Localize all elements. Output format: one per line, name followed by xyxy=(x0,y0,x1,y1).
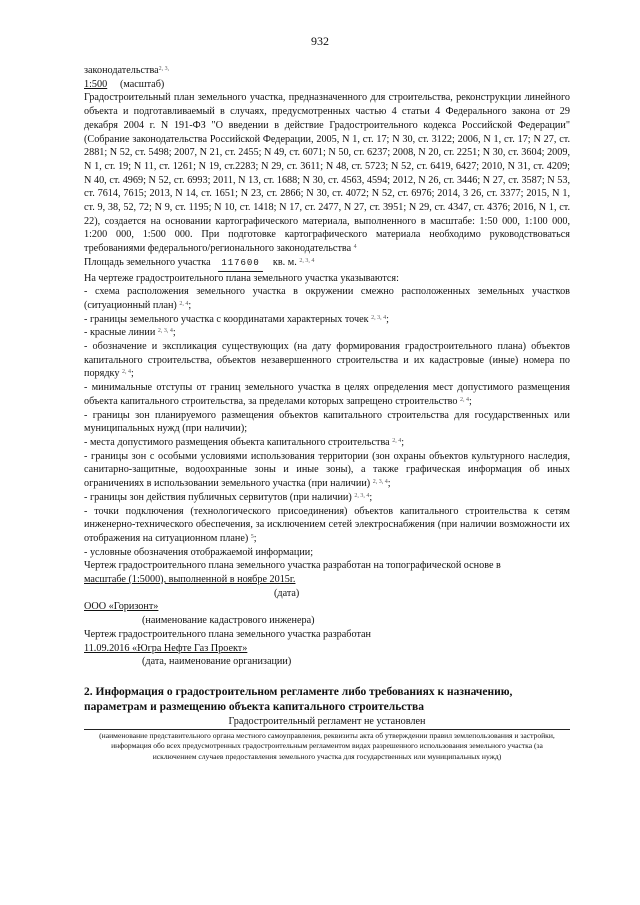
footnote-ref: 2, 4 xyxy=(392,437,402,444)
list-item: - границы зон с особыми условиями использования территории (зон охраны объектов культурного наследия, санитарно-защитные, водоохранные зоны и иные зоны), а также графическая информация об иных ограничениях в использовании земельного участка (при наличии) $^{2, 3, 4}$; xyxy=(84,450,570,490)
list-item: - красные линии $^{2, 3, 4}$; xyxy=(84,327,176,339)
page-number: 932 xyxy=(311,34,329,48)
footnote-ref: 2, 3, 4 xyxy=(157,328,173,335)
list-item: - границы земельного участка с координатами характерных точек $^{2, 3, 4}$; xyxy=(84,313,389,325)
footnote-ref: 2, 3, 4 xyxy=(371,314,387,321)
main-paragraph: Градостроительный план земельного участка, предназначенного для строительства, реконструкции линейного объекта и подготавливаемый в случаях, предусмотренных частью 4 статьи 4 Федерального закона от 29 декабря 2004 г. N 191-ФЗ "О введении в действие Градостроительного кодекса Российской Федерации" (Собрание законодательства Российской Федерации, 2005, N 1, ст. 17; N 30, ст. 3122; 2006, N 1, ст. 17; N 27, ст. 2881; N 52, ст. 5498; 2007, N 21, ст. 2455; N 49, ст. 6071; N 50, ст. 6237; 2008, N 20, ст. 2251; N 30, ст. 3604; 2009, N 1, ст. 19; N 11, ст. 1261; N 19, ст.2283; N 29, ст. 3611; N 48, ст. 5723; N 52, ст. 6419, 6427; 2010, N 31, ст. 4209; N 40, ст. 4969; N 52, ст. 6993; 2011, N 13, ст. 1688; N 30, ст. 4563, 4594; 2012, N 26, ст. 3446; N 27, ст. 3587; N 53, ст. 7614, 7615; 2013, N 14, ст. 1651; N 23, ст. 2866; N 30, ст. 4072; N 52, ст. 6976; 2014, 3 26, ст. 3377; 2015, N 1, ст. 9, 38, 52, 72; N 9, ст. 1195; N 10, ст. 1418; N 17, ст. 2477, N 27, ст. 3951; N 29, ст. 4347, ст. 4376; 2016, N 1, ст. 22), создается на основании картографического материала, выполненного в масштабе: 1:50 000, 1:100 000, 1:200 000, 1:500 000. При подготовке картографического материала необходимо руководствоваться требованиями федерального/регионального законодательства $^4$ xyxy=(84,92,570,255)
list-item: - схема расположения земельного участка в окружении смежно расположенных земельных участков (ситуационный план) $^{2, 4}$; xyxy=(84,286,570,311)
list-item: - обозначение и экспликация существующих (на дату формирования градостроительного плана) объектов капитального строительства, объектов незавершенного строительства и их кадастровые (иные) номера по порядку $^{2, 4}$; xyxy=(84,341,570,380)
list-item: - точки подключения (технологического присоединения) объектов капитального строительства к сетям инженерно-технического обеспечения, за исключением сетей электроснабжения (при наличии возможности их отображения на ситуационном плане) $^5$; xyxy=(84,505,570,544)
list-item: - границы зон планируемого размещения объектов капитального строительства для государственных или муниципальных нужд (при наличии); xyxy=(84,409,570,435)
dev-value: 11.09.2016 «Югра Нефте Газ Проект» xyxy=(84,642,248,654)
scale-label: (масштаб) xyxy=(119,78,165,90)
list-item: - условные обозначения отображаемой информации; xyxy=(84,546,314,558)
org-caption: (наименование кадастрового инженера) xyxy=(142,615,315,627)
document-body xyxy=(84,64,570,762)
drawing-intro: На чертеже градостроительного плана земельного участка указываются: xyxy=(84,272,399,284)
regulation-status: Градостроительный регламент не установлен xyxy=(84,715,570,730)
scale-line xyxy=(84,78,570,92)
list-item: - места допустимого размещения объекта капитального строительства $^{2, 4}$; xyxy=(84,436,405,448)
footnote-ref: 2, 3, 4 xyxy=(354,492,370,499)
footnote-ref: 2, 3, 4 xyxy=(299,257,315,264)
footnote-ref: 2, 4 xyxy=(121,369,131,376)
scale-value: 1:500 xyxy=(84,78,108,90)
area-value: 117600 xyxy=(218,257,262,272)
footnote-ref: 2, 3, 4 xyxy=(372,479,388,486)
developed-by: Чертеж градостроительного плана земельного участка разработан xyxy=(84,628,371,640)
section-2-heading: 2. Информация о градостроительном регламенте либо требованиях к назначению, параметрам и размещению объекта капитального строительства xyxy=(84,685,513,713)
list-item: - границы зон действия публичных сервитутов (при наличии) $^{2, 3, 4}$; xyxy=(84,491,373,503)
footnote-caption: (наименование представительного органа местного самоуправления, реквизиты акта об утверждении правил землепользования и застройки, информация обо всех предусмотренных градостроительным регламентом видах разрешенного использования земельного участка (за исключением случаев предоставления земельного участка для государственных или муниципальных нужд) xyxy=(99,730,555,761)
date-caption: (дата) xyxy=(274,587,300,599)
dev-caption: (дата, наименование организации) xyxy=(142,656,292,668)
footnote-ref: 5 xyxy=(250,533,254,540)
footnote-ref: 4 xyxy=(353,244,357,251)
area-line: Площадь земельного участка 117600 кв. м. $^{2, 3, 4}$ xyxy=(84,256,570,272)
org-name: ООО «Горизонт» xyxy=(84,601,159,613)
topo-line-2: масштабе (1:5000), выполненной в ноябре 2015г. xyxy=(84,574,296,586)
intro-line: законодательства$^{2, 3,}$ xyxy=(84,65,170,76)
list-item: - минимальные отступы от границ земельного участка в целях определения мест допустимого размещения объекта капитального строительства, за пределами которых запрещено строительство $^{2, 4}$; xyxy=(84,382,570,407)
footnote-ref: 2, 3, xyxy=(158,66,170,72)
drawing-items-list xyxy=(84,285,570,559)
footnote-ref: 2, 4 xyxy=(179,300,189,307)
footnote-ref: 2, 4 xyxy=(460,396,469,403)
topo-line-1: Чертеж градостроительного плана земельного участка разработан на топографической основе в xyxy=(84,560,501,572)
